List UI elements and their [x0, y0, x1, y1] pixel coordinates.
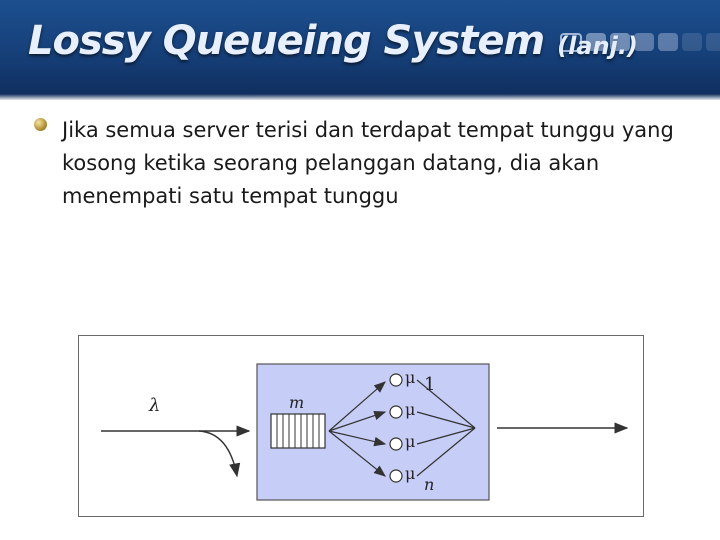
title-banner	[0, 0, 720, 100]
decor-square	[586, 33, 606, 51]
decorative-squares	[560, 33, 720, 53]
decor-square	[634, 33, 654, 51]
server-rate-label: μ	[405, 400, 416, 419]
queue-diagram-svg	[79, 336, 643, 516]
server-node	[390, 438, 402, 450]
queue-capacity-label: m	[289, 393, 305, 412]
server-rate-label: μ	[405, 432, 416, 451]
server-rate-label: μ	[405, 464, 416, 483]
queue-diagram	[78, 335, 644, 517]
bullet-icon	[34, 118, 47, 131]
server-rate-label: μ	[405, 368, 416, 387]
bullet-text: Jika semua server terisi dan terdapat tempat tunggu yang kosong ketika seorang pelanggan datang, dia akan menempati satu tempat tunggu	[62, 118, 674, 208]
lost-customer-arrow	[199, 431, 237, 476]
decor-square	[706, 33, 720, 51]
slide-title	[28, 18, 638, 64]
server-node	[390, 374, 402, 386]
slide-title-main: Lossy Queueing System	[28, 18, 545, 64]
decor-square	[610, 33, 630, 51]
queue-buffer	[271, 414, 325, 448]
decor-square	[658, 33, 678, 51]
server-index-first: 1	[424, 374, 436, 395]
decor-square	[682, 33, 702, 51]
server-node	[390, 406, 402, 418]
server-index-last: n	[424, 475, 435, 494]
server-node	[390, 470, 402, 482]
arrival-rate-label: λ	[149, 395, 161, 416]
decor-square	[560, 33, 582, 52]
slide-title-suffix: (lanj.)	[557, 32, 638, 60]
